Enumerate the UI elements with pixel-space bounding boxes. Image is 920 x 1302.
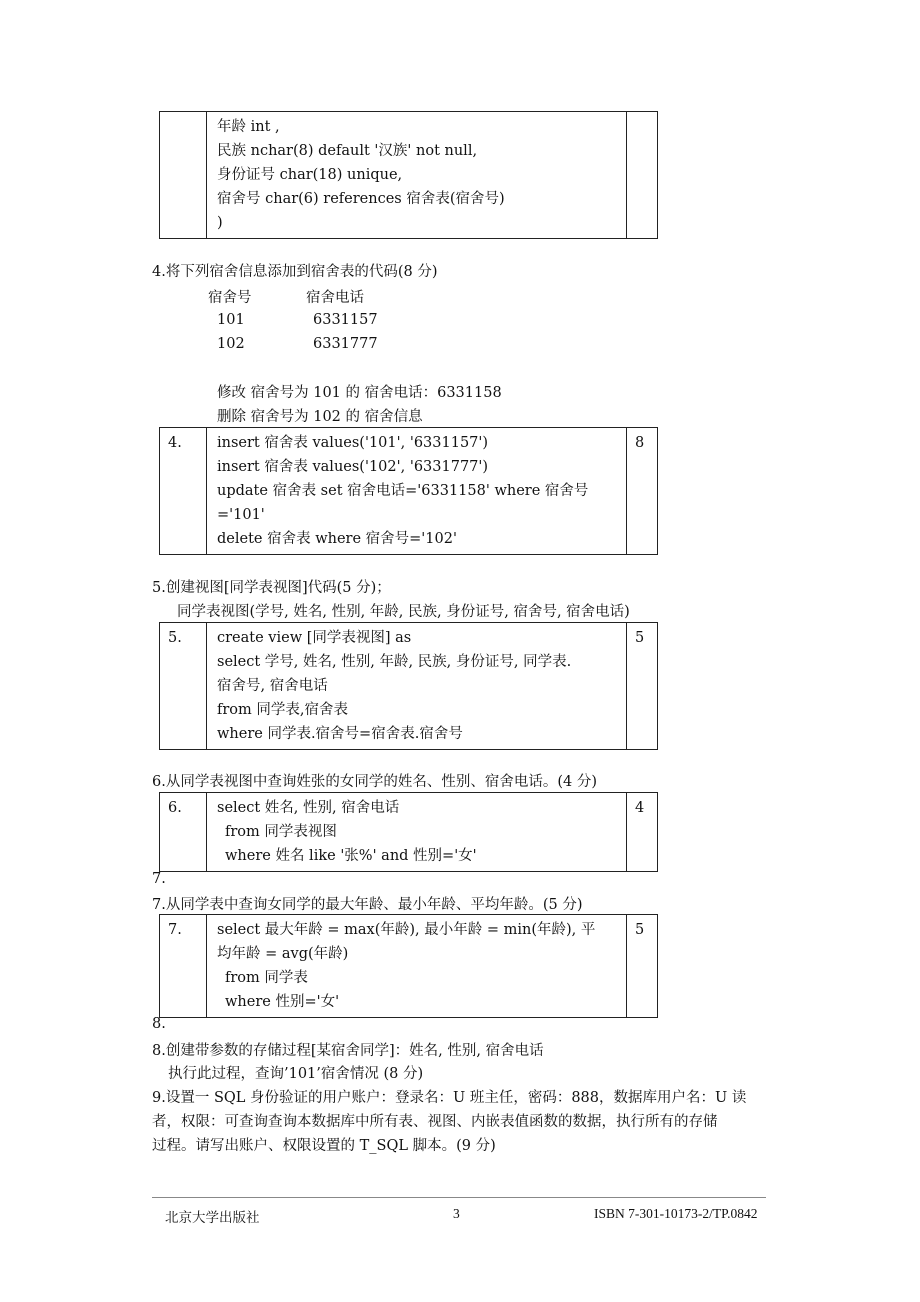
code-line: ) — [217, 215, 223, 231]
code-line: where 性别='女' — [225, 994, 340, 1010]
question-9-line-3: 过程。请写出账户、权限设置的 T_SQL 脚本。(9 分) — [152, 1138, 496, 1154]
code-cell — [207, 428, 627, 555]
dorm-row-1-number: 101 — [217, 312, 245, 328]
code-line: delete 宿舍表 where 宿舍号='102' — [217, 531, 457, 547]
question-number-cell: 7. — [160, 915, 207, 1018]
dorm-row-1-phone: 6331157 — [313, 312, 378, 328]
answer-table-7 — [159, 914, 658, 1018]
code-line: ='101' — [217, 507, 265, 523]
answer-table-6 — [159, 792, 658, 872]
dorm-row-2-phone: 6331777 — [313, 336, 378, 352]
code-line: where 姓名 like '张%' and 性别='女' — [225, 848, 477, 864]
question-5-subtitle: 同学表视图(学号, 姓名, 性别, 年龄, 民族, 身份证号, 宿舍号, 宿舍电话) — [177, 604, 630, 620]
score-cell: 5 — [627, 623, 658, 750]
score-cell — [627, 112, 658, 239]
question-7-title: 7.从同学表中查询女同学的最大年龄、最小年龄、平均年龄。(5 分) — [152, 897, 583, 913]
code-line: where 同学表.宿舍号=宿舍表.宿舍号 — [217, 726, 463, 742]
question-4-title: 4.将下列宿舍信息添加到宿舍表的代码(8 分) — [152, 264, 438, 280]
question-number-cell: 4. — [160, 428, 207, 555]
footer-page-number: 3 — [453, 1206, 460, 1221]
score-cell: 5 — [627, 915, 658, 1018]
modify-instruction: 修改 宿舍号为 101 的 宿舍电话：6331158 — [217, 385, 502, 401]
footer-divider — [152, 1197, 766, 1198]
question-9-line-1: 9.设置一 SQL 身份验证的用户账户：登录名：U 班主任，密码：888，数据库用户名：U 读 — [152, 1090, 747, 1106]
question-6-title: 6.从同学表视图中查询姓张的女同学的姓名、性别、宿舍电话。(4 分) — [152, 774, 597, 790]
score-cell: 8 — [627, 428, 658, 555]
code-line: insert 宿舍表 values('101', '6331157') — [217, 435, 489, 451]
answer-table-5 — [159, 622, 658, 750]
code-line: 民族 nchar(8) default '汉族' not null, — [217, 143, 478, 159]
code-line: from 同学表 — [225, 970, 308, 986]
code-line: 均年龄 = avg(年龄) — [217, 946, 349, 962]
code-line: 年龄 int , — [217, 119, 280, 135]
code-line: 身份证号 char(18) unique, — [217, 167, 403, 183]
dorm-row-2-number: 102 — [217, 336, 245, 352]
question-5-title: 5.创建视图[同学表视图]代码(5 分)； — [152, 580, 391, 596]
code-line: select 姓名, 性别, 宿舍电话 — [217, 800, 400, 816]
code-line: update 宿舍表 set 宿舍电话='6331158' where 宿舍号 — [217, 483, 589, 499]
answer-table-3-continued — [159, 111, 658, 239]
code-line: 宿舍号, 宿舍电话 — [217, 678, 328, 694]
question-9-line-2: 者，权限：可查询查询本数据库中所有表、视图、内嵌表值函数的数据，执行所有的存储 — [152, 1114, 718, 1130]
code-line: 宿舍号 char(6) references 宿舍表(宿舍号) — [217, 191, 505, 207]
dorm-phone-header: 宿舍电话 — [306, 290, 364, 306]
code-line: select 学号, 姓名, 性别, 年龄, 民族, 身份证号, 同学表. — [217, 654, 572, 670]
code-cell — [207, 112, 627, 239]
stray-number-7: 7. — [152, 871, 166, 887]
code-line: create view [同学表视图] as — [217, 630, 412, 646]
dorm-number-header: 宿舍号 — [208, 290, 252, 306]
stray-number-8: 8. — [152, 1016, 166, 1032]
question-number-cell: 6. — [160, 793, 207, 872]
code-line: insert 宿舍表 values('102', '6331777') — [217, 459, 489, 475]
answer-table-4 — [159, 427, 658, 555]
code-cell — [207, 623, 627, 750]
question-number-cell — [160, 112, 207, 239]
question-number-cell: 5. — [160, 623, 207, 750]
code-cell — [207, 793, 627, 872]
delete-instruction: 删除 宿舍号为 102 的 宿舍信息 — [217, 409, 423, 425]
code-line: select 最大年龄 = max(年龄), 最小年龄 = min(年龄), 平 — [217, 922, 596, 938]
code-cell — [207, 915, 627, 1018]
code-line: from 同学表视图 — [225, 824, 337, 840]
score-cell: 4 — [627, 793, 658, 872]
question-8-subtitle: 执行此过程，查询’101’宿舍情况 (8 分) — [168, 1066, 424, 1082]
footer-isbn: ISBN 7-301-10173-2/TP.0842 — [594, 1206, 758, 1221]
question-8-title: 8.创建带参数的存储过程[某宿舍同学]：姓名, 性别, 宿舍电话 — [152, 1043, 544, 1059]
code-line: from 同学表,宿舍表 — [217, 702, 348, 718]
footer-publisher: 北京大学出版社 — [165, 1210, 260, 1225]
